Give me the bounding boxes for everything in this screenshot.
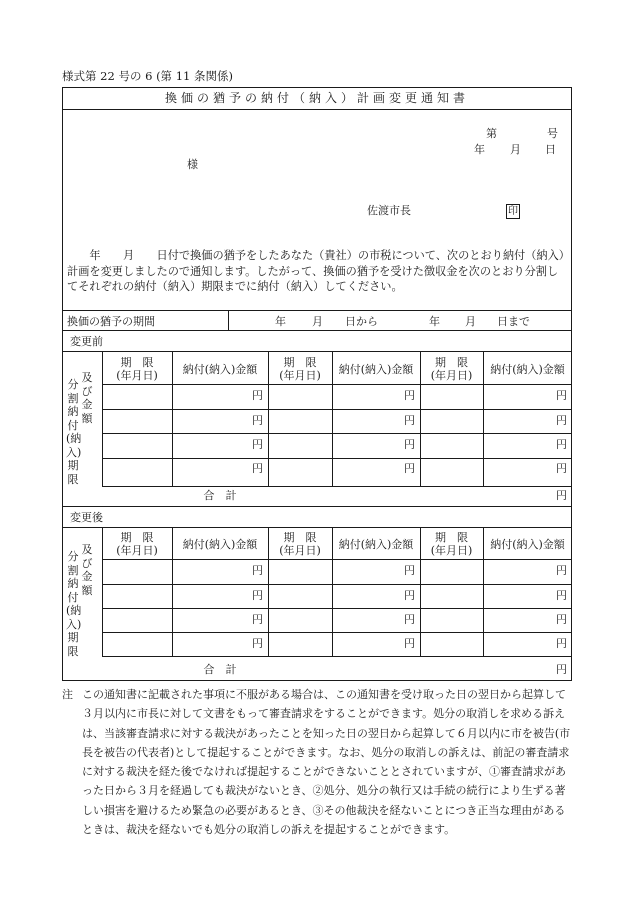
- period-start-year: 年: [275, 315, 286, 328]
- total-label: 合 計: [203, 663, 237, 676]
- date-day: 日: [545, 143, 556, 156]
- side-label-after-a: 分割納付(納入)期限: [66, 550, 82, 658]
- yen-mark: 円: [252, 637, 263, 650]
- notes-block: [62, 685, 572, 839]
- yen-mark: 円: [404, 637, 415, 650]
- total-label: 合 計: [203, 489, 237, 502]
- doc-number-prefix: 第: [486, 127, 497, 140]
- due-header: 期 限 (年月日): [430, 356, 473, 382]
- yen-mark: 円: [556, 589, 567, 602]
- yen-mark: 円: [556, 613, 567, 626]
- yen-mark: 円: [252, 564, 263, 577]
- seal-mark: 印: [508, 206, 518, 217]
- total-yen: 円: [556, 489, 567, 502]
- recipient-suffix: 様: [187, 158, 198, 171]
- yen-mark: 円: [252, 613, 263, 626]
- due-header: 期 限 (年月日): [279, 356, 321, 382]
- doc-number-suffix: 号: [547, 127, 558, 140]
- total-yen: 円: [556, 663, 567, 676]
- yen-mark: 円: [556, 389, 567, 402]
- yen-mark: 円: [252, 589, 263, 602]
- document-title: 換価の猶予の納付（納入）計画変更通知書: [164, 91, 469, 105]
- period-start-suffix: 日から: [345, 315, 378, 328]
- due-header: 期 限 (年月日): [279, 531, 321, 557]
- amount-header: 納付(納入)金額: [338, 363, 414, 376]
- yen-mark: 円: [556, 637, 567, 650]
- yen-mark: 円: [404, 414, 415, 427]
- yen-mark: 円: [404, 438, 415, 451]
- amount-header: 納付(納入)金額: [490, 363, 565, 376]
- period-end-month: 月: [465, 315, 476, 328]
- side-label-after-b: 及び金額: [81, 543, 93, 597]
- yen-mark: 円: [556, 438, 567, 451]
- section-title-after: 変更後: [70, 511, 103, 524]
- yen-mark: 円: [404, 613, 415, 626]
- date-month: 月: [510, 143, 521, 156]
- yen-mark: 円: [556, 462, 567, 475]
- due-header: 期 限 (年月日): [430, 531, 473, 557]
- yen-mark: 円: [252, 438, 263, 451]
- form-label: 様式第 22 号の 6 (第 11 条関係): [62, 69, 233, 83]
- yen-mark: 円: [252, 389, 263, 402]
- yen-mark: 円: [404, 462, 415, 475]
- period-start-month: 月: [312, 315, 323, 328]
- amount-header: 納付(納入)金額: [182, 363, 258, 376]
- issuer-name: 佐渡市長: [367, 204, 411, 217]
- amount-header: 納付(納入)金額: [338, 538, 414, 551]
- intro-paragraph: 年 月 日付で換価の猶予をしたあなた（貴社）の市税について、次のとおり納付（納入）計画を変更しましたので通知します。したがって、換価の猶予を受けた徴収金を次のとおり分割してそれぞれの納付（納入）期限までに納付（納入）してください。: [67, 249, 565, 293]
- due-header: 期 限 (年月日): [116, 356, 158, 382]
- period-end-suffix: 日まで: [497, 315, 530, 328]
- yen-mark: 円: [252, 414, 263, 427]
- side-label-before-b: 及び金額: [81, 371, 93, 425]
- amount-header: 納付(納入)金額: [490, 538, 565, 551]
- yen-mark: 円: [556, 414, 567, 427]
- amount-header: 納付(納入)金額: [182, 538, 258, 551]
- yen-mark: 円: [252, 462, 263, 475]
- notes-mark: 注: [62, 688, 73, 701]
- notes-text: この通知書に記載された事項に不服がある場合は、この通知書を受け取った日の翌日から起算して３月以内に市長に対して文書をもって審査請求をすることができます。処分の取消しを求める訴えは、当該審査請求に対する裁決があったことを知った日の翌日から起算して６月以内に市を被告(市長を被告の代表者)として提起することができます。なお、処分の取消しの訴えは、前記の審査請求に対する裁決を経た後でなければ提起することができないこととされていますが、①審査請求があった日から３月を経過しても裁決がないとき、②処分、処分の執行又は手続の続行により生ずる著しい損害を避けるため緊急の必要があるとき、③その他裁決を経ないことにつき正当な理由があるときは、裁決を経ないでも処分の取消しの訴えを提起することができます。: [82, 688, 571, 837]
- form-frame: [62, 87, 572, 681]
- date-year: 年: [474, 143, 485, 156]
- yen-mark: 円: [556, 564, 567, 577]
- period-end-year: 年: [429, 315, 440, 328]
- side-label-before-a: 分割納付(納入)期限: [66, 378, 82, 486]
- yen-mark: 円: [404, 564, 415, 577]
- due-header: 期 限 (年月日): [116, 531, 158, 557]
- yen-mark: 円: [404, 589, 415, 602]
- yen-mark: 円: [404, 389, 415, 402]
- section-title-before: 変更前: [70, 335, 103, 348]
- period-label: 換価の猶予の期間: [67, 315, 155, 328]
